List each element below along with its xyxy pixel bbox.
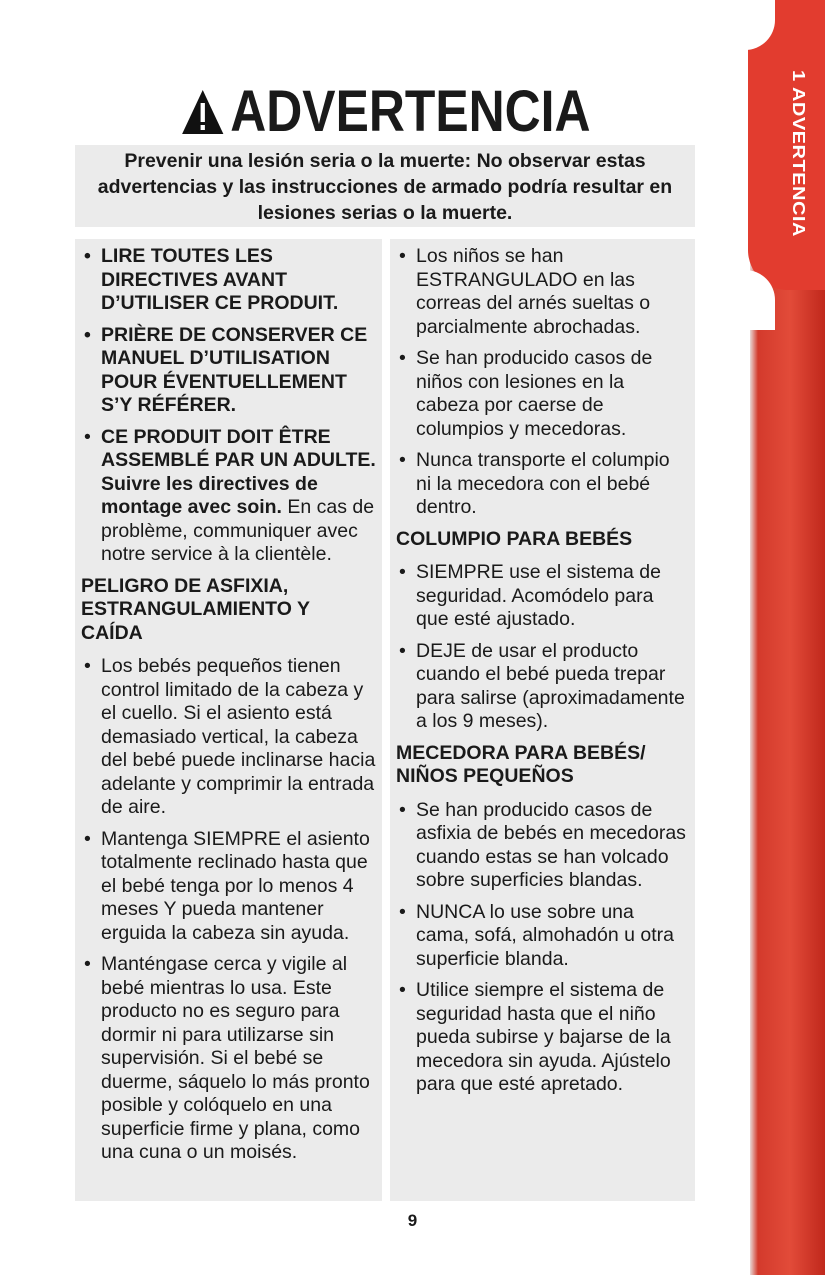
section-tab-label: 1 ADVERTENCIA [788,70,809,237]
page-header [75,78,695,145]
list-item: • Utilice siempre el sistema de seguridad hasta que el niño pueda subirse y bajarse de la mecedora sin ayuda. Ajústelo para que esté apretado. [396,979,689,1097]
list-item: • Los bebés pequeños tienen control limitado de la cabeza y el cuello. Si el asiento está demasiado vertical, la cabeza del bebé puede inclinarse hacia adelante y comprimir la entrada de aire. [81,655,376,820]
list-item: • NUNCA lo use sobre una cama, sofá, almohadón u otra superficie blanda. [396,901,689,972]
list-item: • Nunca transporte el columpio ni la mecedora con el bebé dentro. [396,449,689,520]
warning-triangle-icon [180,88,225,136]
list-item: • SIEMPRE use el sistema de seguridad. Acomódelo para que esté ajustado. [396,561,689,632]
warning-title [180,78,590,145]
list-item: • Se han producido casos de niños con lesiones en la cabeza por caerse de columpios y mecedoras. [396,347,689,441]
left-column [75,239,382,1201]
section-heading-mecedora: MECEDORA PARA BEBÉS/ NIÑOS PEQUEÑOS [396,741,646,787]
list-item-fr-1: • LIRE TOUTES LES DIRECTIVES AVANT D’UTILISER CE PRODUIT. [81,245,376,316]
page-number: 9 [407,1211,418,1230]
fr-3-rest: En cas de problème, communiquer avec notre service à la clientèle. [101,496,375,565]
section-heading-asfixia: PELIGRO DE ASFIXIA, ESTRANGULAMIENTO Y CAÍDA [81,574,310,644]
list-item-fr-3 [81,426,376,567]
section-heading-columpio: COLUMPIO PARA BEBÉS [396,527,633,550]
list-item: • Los niños se han ESTRANGULADO en las correas del arnés sueltas o parcialmente abrochadas. [396,245,689,339]
list-item: • Se han producido casos de asfixia de bebés en mecedoras cuando estas se han volcado sobre superficies blandas. [396,799,689,893]
list-item: • DEJE de usar el producto cuando el bebé pueda trepar para salirse (aproximadamente a los 9 meses). [396,640,689,734]
intro-warning: Prevenir una lesión seria o la muerte: No observar estas advertencias y las instrucciones de armado podría resultar en lesiones serias o la muerte. [75,145,695,227]
list-item: • Manténgase cerca y vigile al bebé mientras lo usa. Este producto no es seguro para dormir ni para utilizarse sin supervisión. Si el bebé se duerme, sáquelo lo más pronto posible y colóquelo en una superficie firme y plana, como una cuna o un moisés. [81,953,376,1165]
right-column [390,239,695,1201]
fr-3-bold: CE PRODUIT DOIT ÊTRE ASSEMBLÉ PAR UN ADULTE. Suivre les directives de montage avec soin. [101,425,376,518]
page-title: ADVERTENCIA [229,79,591,144]
list-item-fr-2: • PRIÈRE DE CONSERVER CE MANUEL D’UTILISATION POUR ÉVENTUELLEMENT S’Y RÉFÉRER. [81,324,376,418]
list-item: • Mantenga SIEMPRE el asiento totalmente reclinado hasta que el bebé tenga por lo menos 4 meses Y pueda mantener erguida la cabeza sin ayuda. [81,828,376,946]
